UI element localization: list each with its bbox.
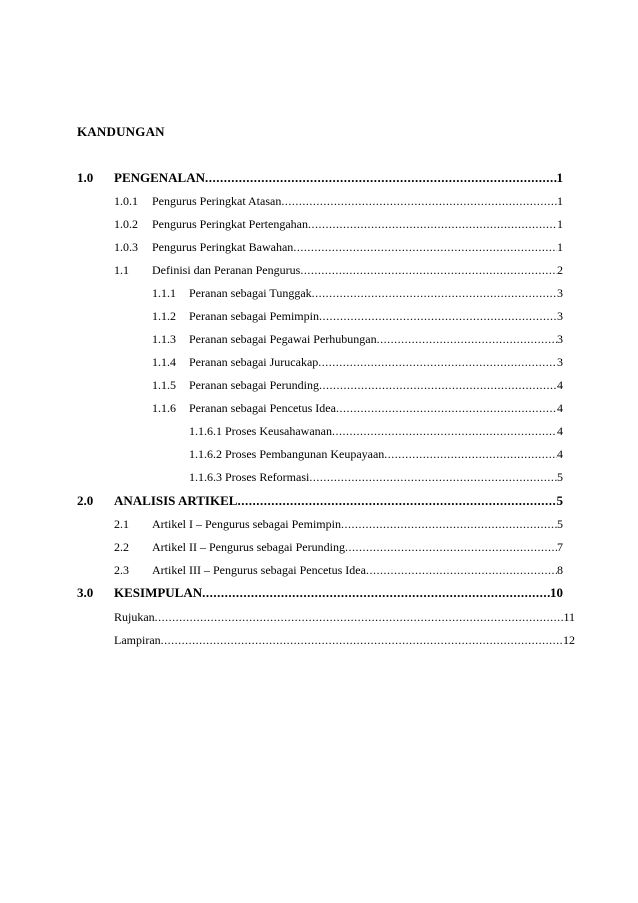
toc-entry-peranan-pemimpin[interactable] [152, 308, 563, 324]
dot-leader [377, 331, 557, 347]
toc-entry-number: 1.1.3 [152, 332, 176, 346]
toc-entry-number: 1.1.5 [152, 378, 176, 392]
toc-entry-title: Peranan sebagai Jurucakap [189, 355, 319, 369]
toc-entry-peranan-tunggak[interactable] [152, 285, 563, 301]
dot-leader [237, 493, 556, 509]
toc-entry-number: 1.1 [114, 263, 129, 277]
toc-entry-title: Peranan sebagai Pegawai Perhubungan [189, 332, 377, 346]
toc-entry-page: 4 [557, 424, 563, 438]
dot-leader [308, 216, 557, 232]
dot-leader [161, 632, 563, 648]
toc-entry-kesimpulan[interactable] [77, 585, 563, 601]
toc-entry-number: 1.0.1 [114, 194, 138, 208]
toc-entry-pengenalan[interactable] [77, 170, 563, 186]
toc-entry-pengurus-peringkat-atasan[interactable] [114, 193, 563, 209]
toc-entry-number: 2.1 [114, 517, 129, 531]
toc-entry-analisis-artikel[interactable] [77, 493, 563, 509]
dot-leader [319, 377, 557, 393]
toc-entry-page: 10 [550, 585, 563, 600]
toc-entry-number: 1.1.6 [152, 401, 176, 415]
toc-entry-page: 3 [557, 332, 563, 346]
dot-leader [309, 469, 557, 485]
toc-entry-pengurus-peringkat-pertengahan[interactable] [114, 216, 563, 232]
toc-entry-title: 1.1.6.3 Proses Reformasi [189, 470, 310, 484]
toc-entry-number: 1.1.2 [152, 309, 176, 323]
toc-entry-proses-keusahawanan[interactable] [189, 423, 563, 439]
toc-entry-page: 8 [557, 563, 563, 577]
toc-entry-page: 7 [557, 540, 563, 554]
dot-leader [332, 423, 557, 439]
toc-entry-peranan-pegawai-perhubungan[interactable] [152, 331, 563, 347]
dot-leader [345, 539, 557, 555]
toc-entry-definisi-dan-peranan[interactable] [114, 262, 563, 278]
toc-entry-page: 4 [557, 447, 563, 461]
toc-entry-page: 5 [557, 517, 563, 531]
toc-entry-page: 4 [557, 401, 563, 415]
toc-entry-artikel-3[interactable] [114, 562, 563, 578]
dot-leader [341, 516, 557, 532]
toc-entry-number: 1.1.4 [152, 355, 176, 369]
toc-entry-title: Pengurus Peringkat Atasan [152, 194, 282, 208]
toc-entry-page: 5 [556, 493, 563, 508]
dot-leader [384, 446, 557, 462]
toc-entry-page: 1 [557, 217, 563, 231]
toc-entry-lampiran[interactable] [114, 632, 575, 648]
dot-leader [293, 239, 557, 255]
toc-entry-title: Peranan sebagai Perunding [189, 378, 319, 392]
toc-entry-page: 3 [557, 355, 563, 369]
toc-entry-title: Peranan sebagai Pencetus Idea [189, 401, 336, 415]
toc-entry-number: 1.0 [77, 170, 94, 185]
toc-entry-title: Artikel III – Pengurus sebagai Pencetus Idea [152, 563, 366, 577]
dot-leader [319, 308, 557, 324]
toc-entry-page: 11 [563, 610, 575, 624]
toc-entry-peranan-jurucakap[interactable] [152, 354, 563, 370]
toc-entry-title: KESIMPULAN [114, 585, 203, 600]
toc-entry-title: Lampiran [114, 633, 161, 647]
toc-entry-number: 2.2 [114, 540, 129, 554]
toc-entry-number: 3.0 [77, 585, 94, 600]
toc-entry-title: Rujukan [114, 610, 155, 624]
dot-leader [366, 562, 557, 578]
toc-entry-proses-pembangunan-keupayaan[interactable] [189, 446, 563, 462]
dot-leader [336, 400, 557, 416]
toc-entry-peranan-perunding[interactable] [152, 377, 563, 393]
toc-entry-title: Pengurus Peringkat Pertengahan [152, 217, 308, 231]
toc-entry-title: 1.1.6.2 Proses Pembangunan Keupayaan [189, 447, 385, 461]
dot-leader [155, 609, 564, 625]
dot-leader [205, 170, 556, 186]
toc-entry-number: 1.0.3 [114, 240, 138, 254]
dot-leader [300, 262, 557, 278]
toc-entry-artikel-1[interactable] [114, 516, 563, 532]
dot-leader [312, 285, 557, 301]
page-title: KANDUNGAN [77, 124, 165, 139]
toc-entry-number: 2.3 [114, 563, 129, 577]
toc-entry-title: PENGENALAN [114, 170, 206, 185]
toc-entry-page: 3 [557, 286, 563, 300]
toc-entry-title: Artikel II – Pengurus sebagai Perunding [152, 540, 345, 554]
toc-entry-peranan-pencetus-idea[interactable] [152, 400, 563, 416]
toc-entry-rujukan[interactable] [114, 609, 575, 625]
toc-entry-title: Peranan sebagai Pemimpin [189, 309, 319, 323]
toc-entry-title: Artikel I – Pengurus sebagai Pemimpin [152, 517, 341, 531]
toc-entry-number: 1.1.1 [152, 286, 176, 300]
toc-entry-number: 2.0 [77, 493, 94, 508]
toc-entry-artikel-2[interactable] [114, 539, 563, 555]
toc-entry-page: 2 [557, 263, 563, 277]
toc-entry-page: 1 [556, 170, 563, 185]
dot-leader [281, 193, 557, 209]
toc-entry-number: 1.0.2 [114, 217, 138, 231]
dot-leader [318, 354, 557, 370]
dot-leader [202, 585, 550, 601]
toc-entry-title: 1.1.6.1 Proses Keusahawanan [189, 424, 332, 438]
toc-entry-title: Pengurus Peringkat Bawahan [152, 240, 294, 254]
toc-entry-title: Peranan sebagai Tunggak [189, 286, 312, 300]
toc-entry-page: 12 [563, 633, 575, 647]
toc-entry-title: Definisi dan Peranan Pengurus [152, 263, 301, 277]
toc-entry-title: ANALISIS ARTIKEL [114, 493, 238, 508]
toc-entry-page: 5 [557, 470, 563, 484]
toc-entry-proses-reformasi[interactable] [189, 469, 563, 485]
toc-entry-pengurus-peringkat-bawahan[interactable] [114, 239, 563, 255]
toc-entry-page: 1 [557, 194, 563, 208]
toc-entry-page: 3 [557, 309, 563, 323]
toc-entry-page: 4 [557, 378, 563, 392]
toc-entry-page: 1 [557, 240, 563, 254]
